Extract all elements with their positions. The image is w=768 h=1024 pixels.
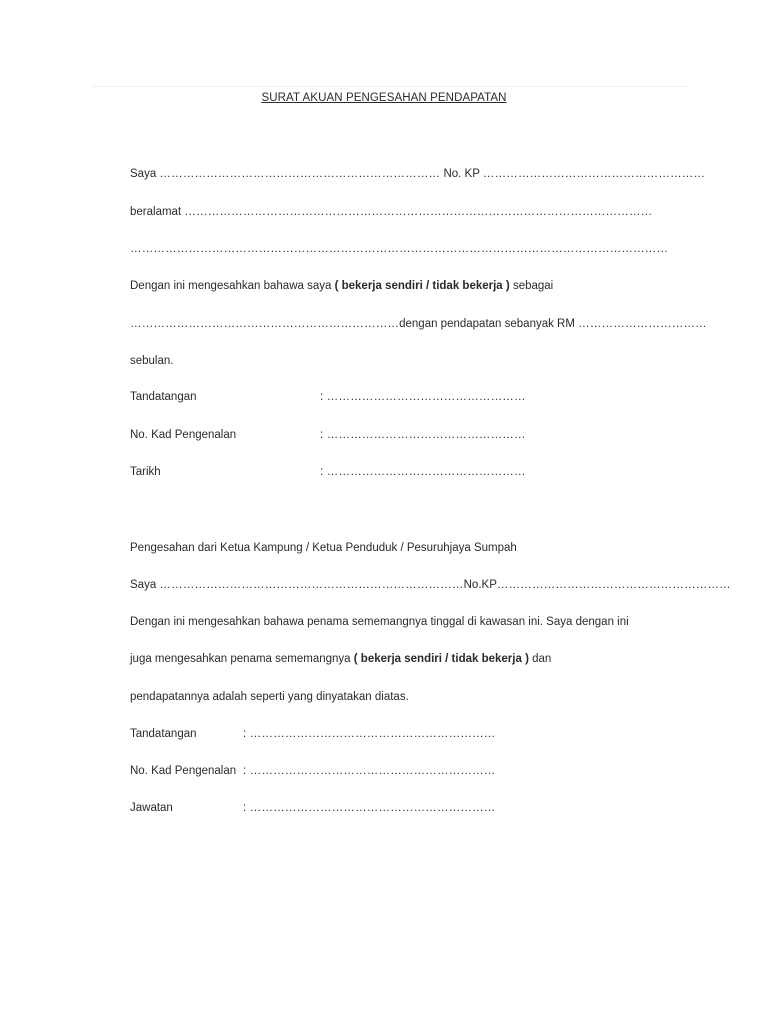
verification-line-2 [130,652,551,666]
address-line-1 [130,205,652,219]
saya-label: Saya [130,168,157,180]
verifier-name-blank[interactable]: …………………………………………………………………… [159,579,464,591]
verifier-kp-label: No.KP [463,579,497,591]
declarant-name-line [130,167,705,181]
income-line [130,317,707,331]
verifier-signature-label: Tandatangan [130,728,197,740]
name-blank[interactable]: ……………………………………………………………… [159,168,441,180]
income-blank[interactable]: …………………………… [578,318,707,330]
ic-blank[interactable]: : …………………………………………… [320,429,526,441]
sebulan-text: sebulan. [130,355,174,367]
document-title: SURAT AKUAN PENGESAHAN PENDAPATAN [261,92,507,104]
verification-line-2-prefix: juga mengesahkan penama sememangnya [130,653,351,665]
confirm-prefix: Dengan ini mengesahkan bahawa saya [130,280,332,292]
verifier-position-blank[interactable]: : ……………………………………………………… [243,802,496,814]
employment-choice[interactable]: ( bekerja sendiri / tidak bekerja ) [334,280,510,292]
kp-blank[interactable]: ………………………………………………… [482,168,706,180]
ic-label: No. Kad Pengenalan [130,429,237,441]
confirm-suffix: sebagai [512,280,554,292]
verification-line-1: Dengan ini mengesahkan bahawa penama sememangnya tinggal di kawasan ini. Saya dengan ini [130,616,629,628]
verification-line-2-suffix: dan [532,653,552,665]
verifier-kp-blank[interactable]: …………………………………………………… [496,579,731,591]
beralamat-label: beralamat [130,206,182,218]
verifier-saya-label: Saya [130,579,157,591]
top-rule [92,86,688,87]
income-text: dengan pendapatan sebanyak RM [399,318,575,330]
occupation-blank[interactable]: …………………………………………………………… [130,318,400,330]
verifier-employment-choice[interactable]: ( bekerja sendiri / tidak bekerja ) [353,653,529,665]
address-blank-1[interactable]: ………………………………………………………………………………………………………… [184,206,653,218]
verifier-position-label: Jawatan [130,802,173,814]
verifier-name-line [130,578,731,592]
verification-heading: Pengesahan dari Ketua Kampung / Ketua Penduduk / Pesuruhjaya Sumpah [130,542,517,554]
address-blank-2[interactable]: ………………………………………………………………………………………………………………………… [130,243,669,255]
verifier-signature-blank[interactable]: : ……………………………………………………… [243,728,496,740]
date-blank[interactable]: : …………………………………………… [320,466,526,478]
kp-label: No. KP [443,168,480,180]
date-label: Tarikh [130,466,161,478]
signature-blank[interactable]: : …………………………………………… [320,391,526,403]
verifier-ic-blank[interactable]: : ……………………………………………………… [243,765,496,777]
verifier-ic-label: No. Kad Pengenalan [130,765,237,777]
confirm-line [130,279,553,293]
signature-label: Tandatangan [130,391,197,403]
verification-line-3: pendapatannya adalah seperti yang dinyatakan diatas. [130,691,409,703]
